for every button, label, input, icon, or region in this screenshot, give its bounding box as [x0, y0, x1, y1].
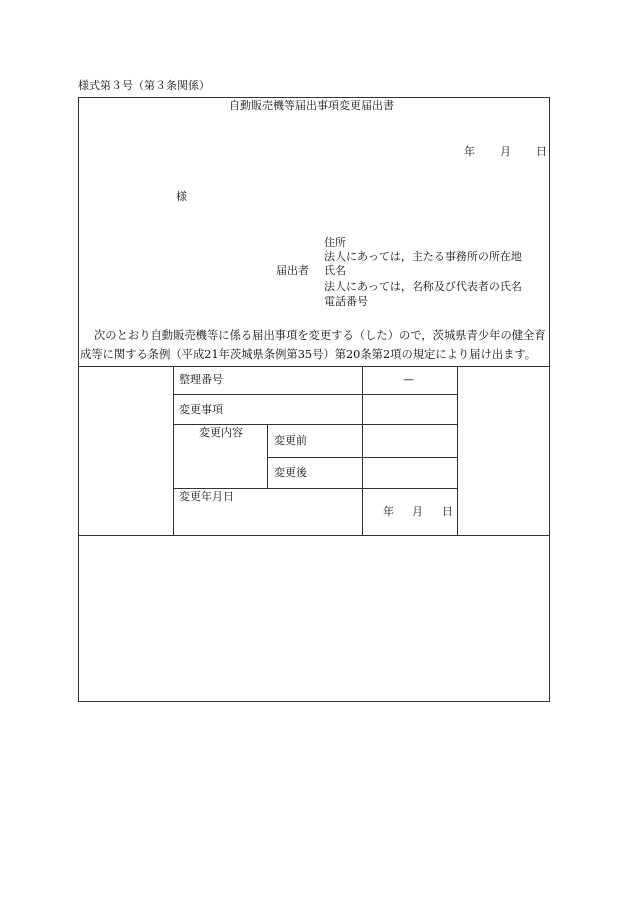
change-content-label: 変更内容 — [199, 426, 243, 439]
form-frame — [78, 97, 550, 702]
notifier-corp-name-note: 法人にあっては，名称及び代表者の氏名 — [324, 280, 522, 293]
change-item-label: 変更事項 — [179, 403, 223, 416]
table-bottom-rule — [78, 535, 550, 536]
date-month: 月 — [500, 145, 511, 158]
change-date-label: 変更年月日 — [179, 490, 234, 503]
document-title: 自動販売機等届出事項変更届出書 — [229, 99, 394, 112]
table-left-rule — [173, 366, 174, 535]
row-rule-3 — [267, 457, 457, 458]
notifier-address-label: 住所 — [324, 236, 346, 249]
date-day: 日 — [536, 145, 547, 158]
row-rule-4 — [173, 488, 457, 489]
registration-number-value: — — [403, 373, 414, 386]
date-year: 年 — [464, 145, 475, 158]
row-rule-1 — [173, 394, 457, 395]
body-text-line-1: 次のとおり自動販売機等に係る届出事項を変更する（した）ので，茨城県青少年の健全育 — [94, 329, 546, 342]
registration-number-label: 整理番号 — [179, 373, 223, 386]
row-rule-2 — [173, 424, 457, 425]
after-label: 変更後 — [274, 466, 307, 479]
notifier-phone-label: 電話番号 — [324, 295, 368, 308]
table-mid-rule — [362, 366, 363, 535]
table-inner-rule — [267, 424, 268, 488]
form-label: 様式第３号（第３条関係） — [78, 79, 210, 92]
notifier-corp-address-note: 法人にあっては，主たる事務所の所在地 — [324, 250, 522, 263]
change-date-year: 年 — [383, 505, 394, 518]
change-date-month: 月 — [412, 505, 423, 518]
table-right-rule — [457, 366, 458, 535]
addressee-suffix: 様 — [176, 190, 187, 203]
table-top-rule — [78, 366, 550, 367]
body-text-line-2: 成等に関する条例（平成21年茨城県条例第35号）第20条第2項の規定により届け出ます。 — [80, 348, 537, 361]
notifier-label: 届出者 — [276, 264, 309, 277]
change-date-day: 日 — [442, 505, 453, 518]
notifier-name-label: 氏名 — [324, 264, 346, 277]
before-label: 変更前 — [274, 434, 307, 447]
